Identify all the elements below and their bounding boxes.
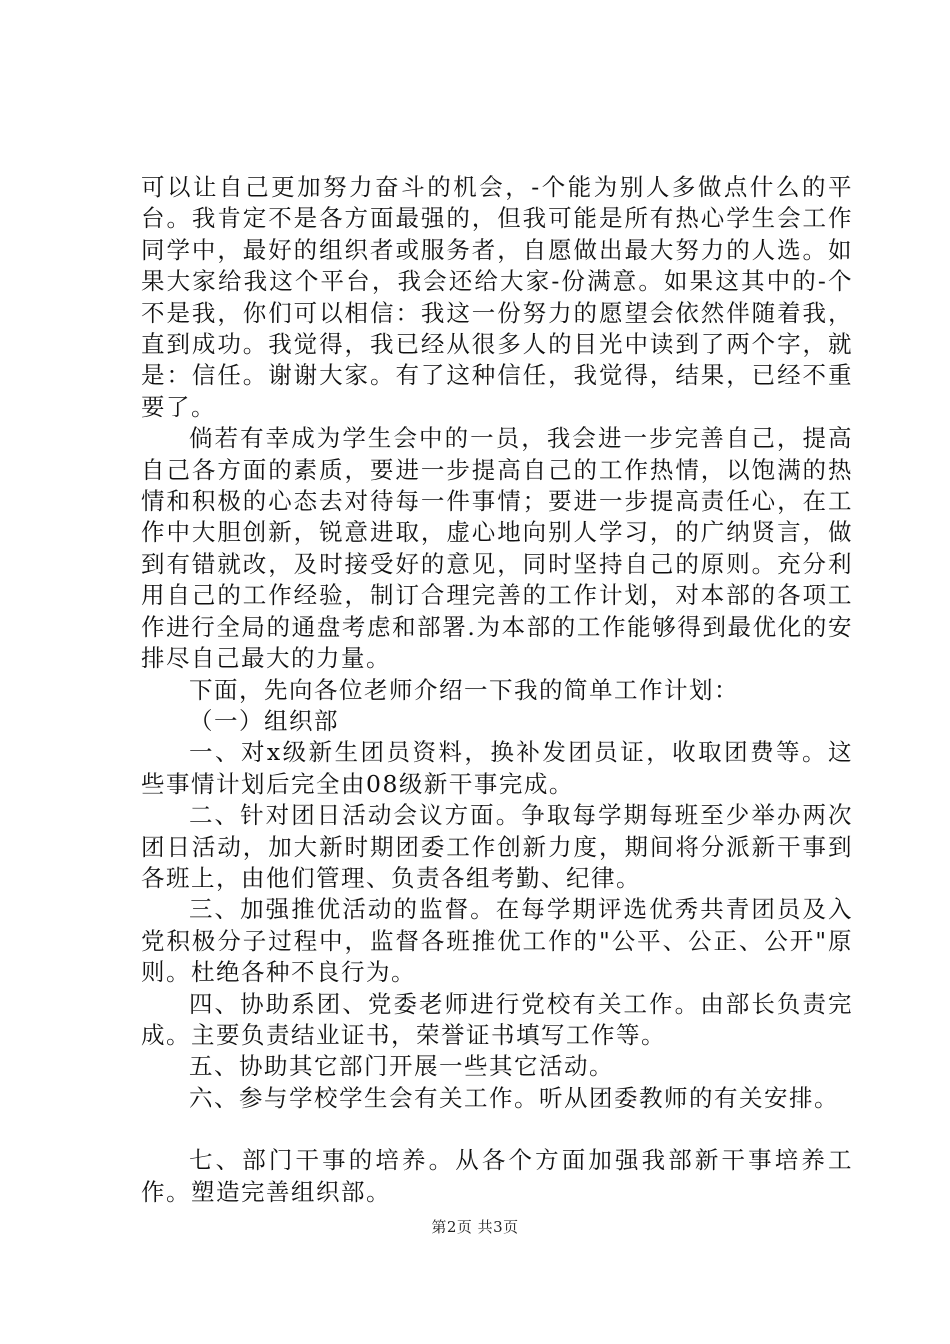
document-body <box>141 172 853 1208</box>
plan-item-3: 三、加强推优活动的监督。在每学期评选优秀共青团员及入党积极分子过程中，监督各班推优工作的"公平、公正、公开"原则。杜绝各种不良行为。 <box>141 895 853 987</box>
page-number-footer: 第2页 共3页 <box>431 1218 519 1236</box>
plan-item-5: 五、协助其它部门开展一些其它活动。 <box>189 1052 614 1081</box>
paragraph-plan-intro: 下面，先向各位老师介绍一下我的简单工作计划： <box>189 675 739 704</box>
plan-item-4: 四、协助系团、党委老师进行党校有关工作。由部长负责完成。主要负责结业证书，荣誉证书填写工作等。 <box>141 989 853 1049</box>
plan-item-2: 二、针对团日活动会议方面。争取每学期每班至少举办两次团日活动，加大新时期团委工作创新力度，期间将分派新干事到各班上，由他们管理、负责各组考勤、纪律。 <box>141 801 853 892</box>
paragraph-speech-closing: 可以让自己更加努力奋斗的机会，-个能为别人多做点什么的平台。我肯定不是各方面最强的，但我可能是所有热心学生会工作同学中，最好的组织者或服务者，自愿做出最大努力的人选。如果大家给我这个平台，我会还给大家-份满意。如果这其中的-个不是我，你们可以相信：我这一份努力的愿望会依然伴随着我，直到成功。我觉得，我已经从很多人的目光中读到了两个字，就是：信任。谢谢大家。有了这种信任，我觉得，结果，已经不重要了。 <box>141 173 853 421</box>
plan-item-6: 六、参与学校学生会有关工作。听从团委教师的有关安排。 <box>189 1083 839 1112</box>
section-heading-organization: （一）组织部 <box>189 706 339 735</box>
paragraph-commitment: 倘若有幸成为学生会中的一员，我会进一步完善自己，提高自己各方面的素质，要进一步提高自己的工作热情，以饱满的热情和积极的心态去对待每一件事情；要进一步提高责任心，在工作中大胆创新，锐意进取，虚心地向别人学习，的广纳贤言，做到有错就改，及时接受好的意见，同时坚持自己的原则。充分利用自己的工作经验，制订合理完善的工作计划，对本部的各项工作进行全局的通盘考虑和部署.为本部的工作能够得到最优化的安排尽自己最大的力量。 <box>141 424 853 673</box>
plan-item-1: 一、对x级新生团员资料，换补发团员证，收取团费等。这些事情计划后完全由08级新干事完成。 <box>141 738 853 798</box>
blank-line <box>141 1114 853 1145</box>
plan-item-7: 七、部门干事的培养。从各个方面加强我部新干事培养工作。塑造完善组织部。 <box>141 1146 853 1206</box>
